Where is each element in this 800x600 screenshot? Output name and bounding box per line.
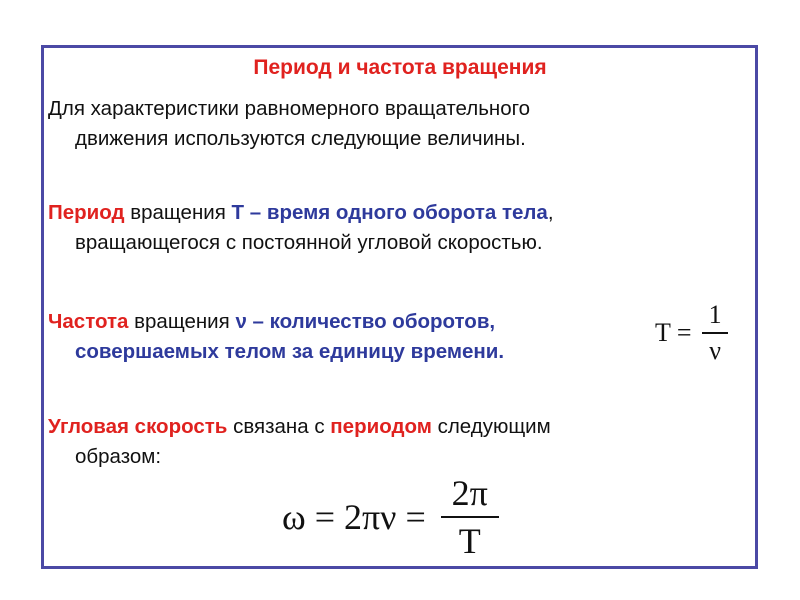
period-term: Период xyxy=(48,201,125,224)
intro-line-1: Для характеристики равномерного вращательного xyxy=(48,97,531,120)
formula-period-fraction xyxy=(702,300,728,366)
frequency-paragraph xyxy=(48,307,504,367)
period-line-2: вращающегося с постоянной угловой скоростью. xyxy=(75,231,543,254)
frequency-definition-2: совершаемых телом за единицу времени. xyxy=(75,340,505,363)
formula-period-den: ν xyxy=(709,336,721,365)
frequency-text: вращения xyxy=(128,310,236,333)
formula-omega-fraction xyxy=(441,472,499,562)
angular-term: Угловая скорость xyxy=(48,415,228,438)
period-text: вращения xyxy=(124,201,232,224)
formula-period-num: 1 xyxy=(708,300,722,329)
frequency-symbol: ν xyxy=(235,310,247,333)
formula-period-lhs: T = xyxy=(655,318,692,347)
angular-line-2: образом: xyxy=(75,445,162,468)
formula-omega xyxy=(282,472,499,562)
frequency-dash: – xyxy=(246,310,270,333)
period-definition: время одного оборота тела xyxy=(266,201,548,224)
formula-omega-num: 2π xyxy=(451,473,488,513)
formula-period xyxy=(655,300,728,366)
angular-paragraph xyxy=(48,412,551,472)
angular-text-2: следующим xyxy=(431,415,551,438)
frequency-term: Частота xyxy=(48,310,129,333)
period-paragraph xyxy=(48,198,554,258)
fraction-bar xyxy=(441,516,499,518)
period-symbol: T xyxy=(231,201,245,224)
intro-line-2: движения используются следующие величины. xyxy=(75,127,526,150)
period-comma: , xyxy=(547,201,554,224)
formula-omega-den: T xyxy=(458,521,481,561)
angular-term-period: периодом xyxy=(330,415,432,438)
period-dash: – xyxy=(244,201,267,224)
angular-text-1: связана с xyxy=(227,415,331,438)
fraction-bar xyxy=(702,332,728,334)
frequency-definition-1: количество оборотов, xyxy=(269,310,496,333)
formula-omega-lhs: ω = 2πν = xyxy=(282,497,426,537)
slide-title: Период и частота вращения xyxy=(253,56,547,79)
intro-paragraph xyxy=(48,94,530,154)
